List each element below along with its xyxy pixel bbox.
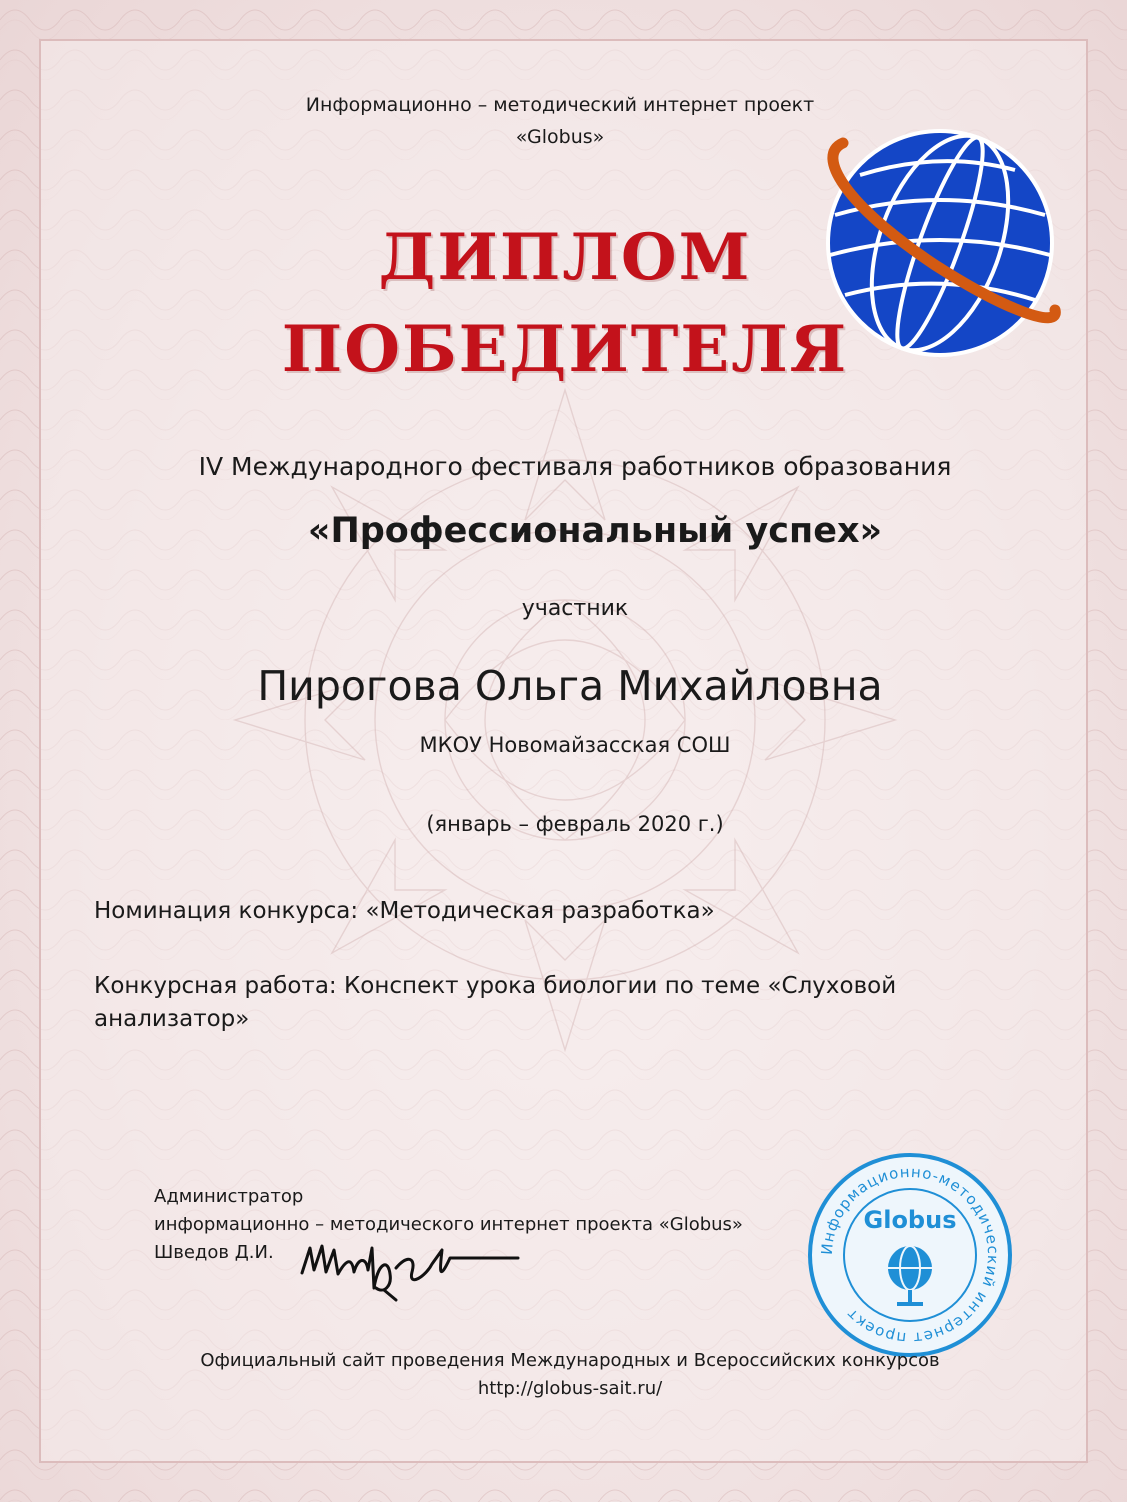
- footer-url: http://globus-sait.ru/: [477, 1378, 663, 1399]
- contest-period: (январь – февраль 2020 г.): [426, 812, 724, 836]
- nomination-text: Номинация конкурса: «Методическая разработка»: [94, 898, 715, 924]
- recipient-role: участник: [521, 596, 629, 621]
- contest-name: «Профессиональный успех»: [307, 511, 883, 551]
- admin-name: Шведов Д.И.: [154, 1242, 274, 1263]
- festival-name: IV Международного фестиваля работников образования: [198, 452, 952, 481]
- footer-official-site-text: Официальный сайт проведения Международных и Всероссийских конкурсов: [200, 1350, 940, 1371]
- header-project-line: Информационно – методический интернет проект: [305, 94, 815, 116]
- header-project-name: «Globus»: [515, 126, 605, 148]
- recipient-school: МКОУ Новомайзасская СОШ: [419, 733, 731, 757]
- seal-ring-text: Информационно-методический интернет проект: [817, 1162, 1003, 1348]
- admin-title: Администратор: [154, 1186, 304, 1207]
- signature-icon: [292, 1228, 522, 1308]
- seal-center-text: Globus: [863, 1206, 957, 1234]
- recipient-name: Пирогова Ольга Михайловна: [257, 662, 883, 710]
- diploma-title-line1: ДИПЛОМ: [378, 220, 752, 295]
- admin-project: информационно – методического интернет проекта «Globus»: [154, 1214, 743, 1235]
- globus-seal-icon: [805, 1150, 1015, 1360]
- diploma-title-line2: ПОБЕДИТЕЛЯ: [281, 312, 849, 387]
- competition-work-text: Конкурсная работа: Конспект урока биологии по теме «Слуховой анализатор»: [94, 973, 897, 1032]
